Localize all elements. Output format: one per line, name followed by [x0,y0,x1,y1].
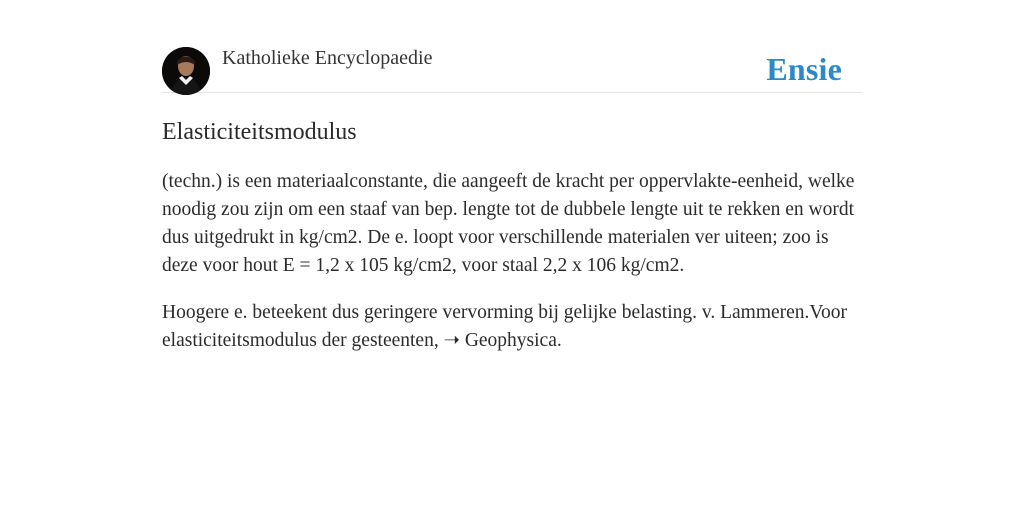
portrait-avatar-icon[interactable] [162,47,210,95]
header [162,40,862,93]
encyclopedia-name[interactable]: Katholieke Encyclopaedie [222,47,433,69]
brand-logo[interactable]: Ensie [766,51,842,87]
paragraph-2-text: Hoogere e. beteekent dus geringere vervorming bij gelijke belasting. v. Lammeren.Voor elasticiteitsmodulus der gesteenten, [162,302,847,351]
article-body [162,168,862,355]
geophysica-link[interactable]: Geophysica [464,330,557,351]
paragraph-2 [162,299,862,355]
link-suffix: . [556,330,562,351]
paragraph-1: (techn.) is een materiaalconstante, die aangeeft de kracht per oppervlakte-eenheid, welke noodig zou zijn om een staaf van bep. lengte tot de dubbele lengte uit te rekken en wordt dus uitgedrukt in kg/cm2. De e. loopt voor verschillende materialen ver uiteen; zoo is deze voor hout E = 1,2 x 105 kg/cm2, voor staal 2,2 x 106 kg/cm2. [162,171,855,276]
article-card [162,40,862,374]
page-title: Elasticiteitsmodulus [162,119,357,145]
arrow-icon: ➝ [443,330,460,351]
